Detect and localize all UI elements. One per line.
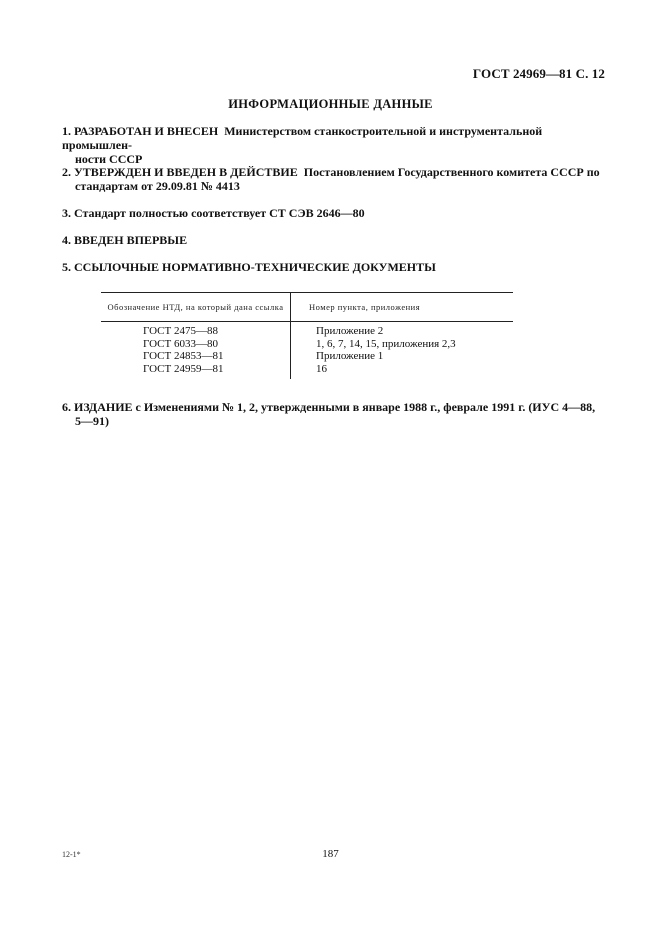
column-header-document: Обозначение НТД, на который дана ссылка xyxy=(101,293,291,321)
item-lead: УТВЕРЖДЕН И ВВЕДЕН В ДЕЙСТВИЕ xyxy=(74,165,298,179)
info-item-6 xyxy=(62,400,602,428)
item-number: 4. xyxy=(62,233,71,247)
item-number: 5. xyxy=(62,260,71,274)
item-text-continued: 5—91) xyxy=(75,414,109,428)
table-cell: ГОСТ 6033—80 xyxy=(143,337,218,350)
table-cell: ГОСТ 24959—81 xyxy=(143,362,224,375)
document-reference: ГОСТ 24969—81 С. 12 xyxy=(472,66,605,81)
info-item-4 xyxy=(62,233,602,247)
item-text-continued: ности СССР xyxy=(75,152,143,166)
item-lead: РАЗРАБОТАН И ВНЕСЕН xyxy=(74,124,219,138)
item-number: 6. xyxy=(62,400,71,414)
table-header xyxy=(101,292,513,322)
page-number: 187 xyxy=(322,848,339,860)
column-header-clause: Номер пункта, приложения xyxy=(309,302,421,312)
item-text: ИЗДАНИЕ с Изменениями № 1, 2, утвержденными в январе 1988 г., феврале 1991 г. (ИУС 4—88, xyxy=(74,400,596,414)
table-cell: ГОСТ 24853—81 xyxy=(143,350,224,362)
table-cell: 16 xyxy=(316,362,327,375)
table-cell: ГОСТ 2475—88 xyxy=(143,325,218,337)
item-text: ВВЕДЕН ВПЕРВЫЕ xyxy=(74,233,188,247)
info-item-3 xyxy=(62,206,602,220)
table-cell: Приложение 1 xyxy=(316,350,384,362)
info-item-5 xyxy=(62,260,602,274)
item-number: 1. xyxy=(62,124,71,138)
reference-table xyxy=(101,292,513,379)
table-body xyxy=(101,322,513,379)
item-text: Стандарт полностью соответствует СТ СЭВ 2646—80 xyxy=(74,206,365,220)
table-column-document xyxy=(101,322,291,379)
item-text: ССЫЛОЧНЫЕ НОРМАТИВНО-ТЕХНИЧЕСКИЕ ДОКУМЕНТЫ xyxy=(74,260,436,274)
page-title: ИНФОРМАЦИОННЫЕ ДАННЫЕ xyxy=(228,97,433,111)
item-number: 2. xyxy=(62,165,71,179)
info-item-1 xyxy=(62,124,602,166)
item-text-continued: стандартам от 29.09.81 № 4413 xyxy=(75,179,240,193)
table-cell: Приложение 2 xyxy=(316,325,384,337)
item-text: Министерством станкостроительной и инструментальной промышлен- xyxy=(62,124,543,152)
item-text: Постановлением Государственного комитета СССР по xyxy=(303,165,600,179)
info-item-2 xyxy=(62,165,602,193)
item-number: 3. xyxy=(62,206,71,220)
table-cell: 1, 6, 7, 14, 15, приложения 2,3 xyxy=(316,337,456,350)
table-column-clause xyxy=(291,322,513,379)
print-mark: 12-1* xyxy=(62,850,81,859)
